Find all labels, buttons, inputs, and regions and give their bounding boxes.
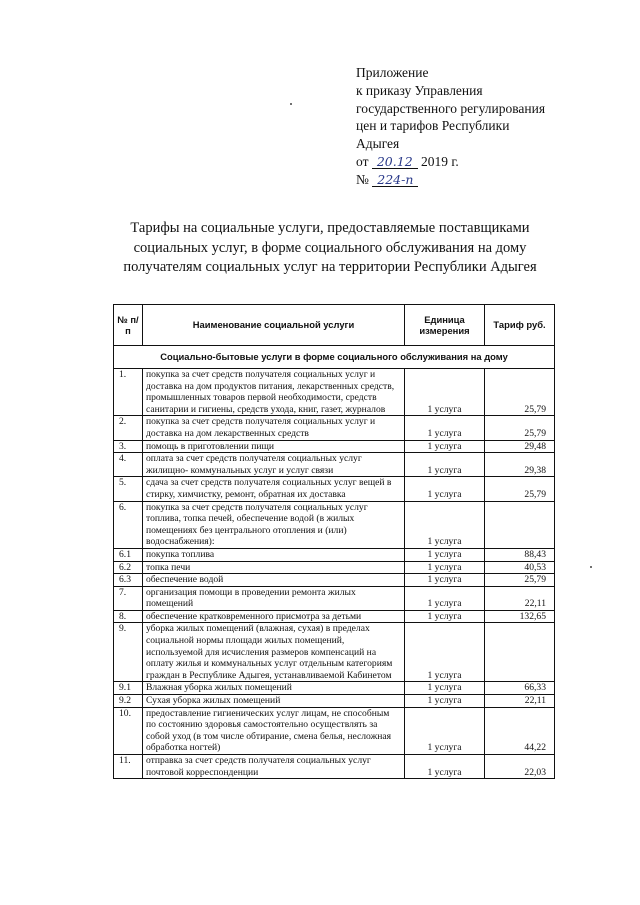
order-date (356, 153, 596, 171)
cell-price: 25,79 (485, 369, 555, 416)
cell-name: топка печи (143, 561, 405, 574)
table-row (114, 623, 555, 682)
table-header-row (114, 305, 555, 346)
cell-unit: 1 услуга (405, 369, 485, 416)
cell-num: 9.1 (114, 682, 143, 695)
cell-num: 8. (114, 610, 143, 623)
cell-unit: 1 услуга (405, 440, 485, 453)
cell-num: 7. (114, 586, 143, 610)
cell-num: 11. (114, 755, 143, 779)
document-title: Тарифы на социальные услуги, предоставляемые поставщиками социальных услуг, в форме социального обслуживания на дому получателям социальных услуг на территории Республики Адыгея (123, 220, 537, 275)
table-row (114, 610, 555, 623)
cell-name: покупка за счет средств получателя социальных услуг топлива, топка печей, обеспечение водой (в жилых помещениях без центрального отопления и (или) водоснабжения): (143, 501, 405, 548)
number-prefix: № (356, 171, 369, 187)
cell-name: обеспечение водой (143, 574, 405, 587)
handwritten-number: 224-п (372, 173, 418, 187)
cell-name: организация помощи в проведении ремонта жилых помещений (143, 586, 405, 610)
cell-unit: 1 услуга (405, 477, 485, 501)
table-row (114, 682, 555, 695)
cell-price: 25,79 (485, 416, 555, 440)
appendix-line: государственного регулирования (356, 100, 546, 116)
table-row (114, 707, 555, 754)
cell-price: 132,65 (485, 610, 555, 623)
cell-price: 44,22 (485, 707, 555, 754)
cell-name: предоставление гигиенических услуг лицам, не способным по состоянию здоровья самостоятельно осуществлять за собой уход (в том числе обтирание, смена белья, несложная обработка ногтей) (143, 707, 405, 754)
cell-name: обеспечение кратковременного присмотра за детьми (143, 610, 405, 623)
cell-num: 6. (114, 501, 143, 548)
appendix-line: к приказу Управления (356, 82, 483, 98)
handwritten-date: 20.12 (372, 155, 418, 169)
cell-num: 9.2 (114, 695, 143, 708)
cell-num: 5. (114, 477, 143, 501)
table-row (114, 561, 555, 574)
table-row (114, 477, 555, 501)
date-suffix: 2019 г. (421, 153, 459, 169)
table-row (114, 416, 555, 440)
cell-price: 29,48 (485, 440, 555, 453)
table-row (114, 586, 555, 610)
cell-name: Сухая уборка жилых помещений (143, 695, 405, 708)
cell-num: 1. (114, 369, 143, 416)
cell-price (485, 623, 555, 682)
cell-num: 4. (114, 453, 143, 477)
cell-name: Влажная уборка жилых помещений (143, 682, 405, 695)
cell-unit: 1 услуга (405, 623, 485, 682)
cell-price (485, 501, 555, 548)
cell-name: покупка топлива (143, 548, 405, 561)
cell-price: 66,33 (485, 682, 555, 695)
header-name: Наименование социальной услуги (143, 305, 405, 346)
cell-num: 6.2 (114, 561, 143, 574)
header-price: Тариф руб. (485, 305, 555, 346)
appendix-line: Приложение (356, 65, 429, 80)
cell-num: 10. (114, 707, 143, 754)
cell-name: помощь в приготовлении пищи (143, 440, 405, 453)
section-title: Социально-бытовые услуги в форме социального обслуживания на дому (114, 346, 555, 369)
cell-name: покупка за счет средств получателя социальных услуг и доставка на дом продуктов питания, лекарственных средств, промышленных товаров первой необходимости, средств санитарии и гигиены, средств ухода, книг, газет, журналов (143, 369, 405, 416)
cell-unit: 1 услуга (405, 574, 485, 587)
cell-name: отправка за счет средств получателя социальных услуг почтовой корреспонденции (143, 755, 405, 779)
cell-price: 22,11 (485, 586, 555, 610)
cell-price: 88,43 (485, 548, 555, 561)
cell-price: 22,11 (485, 695, 555, 708)
cell-unit: 1 услуга (405, 453, 485, 477)
cell-num: 2. (114, 416, 143, 440)
cell-unit: 1 услуга (405, 416, 485, 440)
cell-unit: 1 услуга (405, 695, 485, 708)
cell-name: оплата за счет средств получателя социальных услуг жилищно- коммунальных услуг и услуг связи (143, 453, 405, 477)
table-row (114, 755, 555, 779)
cell-price: 25,79 (485, 574, 555, 587)
cell-num: 6.3 (114, 574, 143, 587)
cell-name: покупка за счет средств получателя социальных услуг и доставка на дом лекарственных средств (143, 416, 405, 440)
table-row (114, 440, 555, 453)
appendix-line: Адыгея (356, 136, 400, 152)
table-row (114, 501, 555, 548)
cell-price: 40,53 (485, 561, 555, 574)
cell-name: сдача за счет средств получателя социальных услуг вещей в стирку, химчистку, ремонт, обратная их доставка (143, 477, 405, 501)
scan-speck (590, 566, 592, 568)
date-prefix: от (356, 153, 369, 169)
cell-num: 9. (114, 623, 143, 682)
appendix-line: цен и тарифов Республики (356, 118, 510, 134)
cell-unit: 1 услуга (405, 755, 485, 779)
cell-price: 22,03 (485, 755, 555, 779)
header-unit: Единица измерения (405, 305, 485, 346)
section-row (114, 346, 555, 369)
tariff-table (113, 304, 555, 779)
cell-unit: 1 услуга (405, 586, 485, 610)
cell-price: 29,38 (485, 453, 555, 477)
cell-num: 6.1 (114, 548, 143, 561)
table-row (114, 574, 555, 587)
cell-name: уборка жилых помещений (влажная, сухая) в пределах социальной нормы площади жилых помещений, используемой для исчисления размеров компенсаций на оплату жилья и коммунальных услуг отдельным категориям граждан в Республике Адыгея, устанавливаемой Кабинетом (143, 623, 405, 682)
cell-unit: 1 услуга (405, 548, 485, 561)
cell-unit: 1 услуга (405, 561, 485, 574)
cell-num: 3. (114, 440, 143, 453)
cell-unit: 1 услуга (405, 501, 485, 548)
table-row (114, 453, 555, 477)
appendix-block (356, 64, 596, 189)
table-row (114, 548, 555, 561)
cell-unit: 1 услуга (405, 682, 485, 695)
table-row (114, 369, 555, 416)
scan-speck (290, 103, 292, 105)
header-num: № п/п (114, 305, 143, 346)
table-row (114, 695, 555, 708)
cell-unit: 1 услуга (405, 610, 485, 623)
cell-price: 25,79 (485, 477, 555, 501)
order-number (356, 171, 596, 189)
cell-unit: 1 услуга (405, 707, 485, 754)
